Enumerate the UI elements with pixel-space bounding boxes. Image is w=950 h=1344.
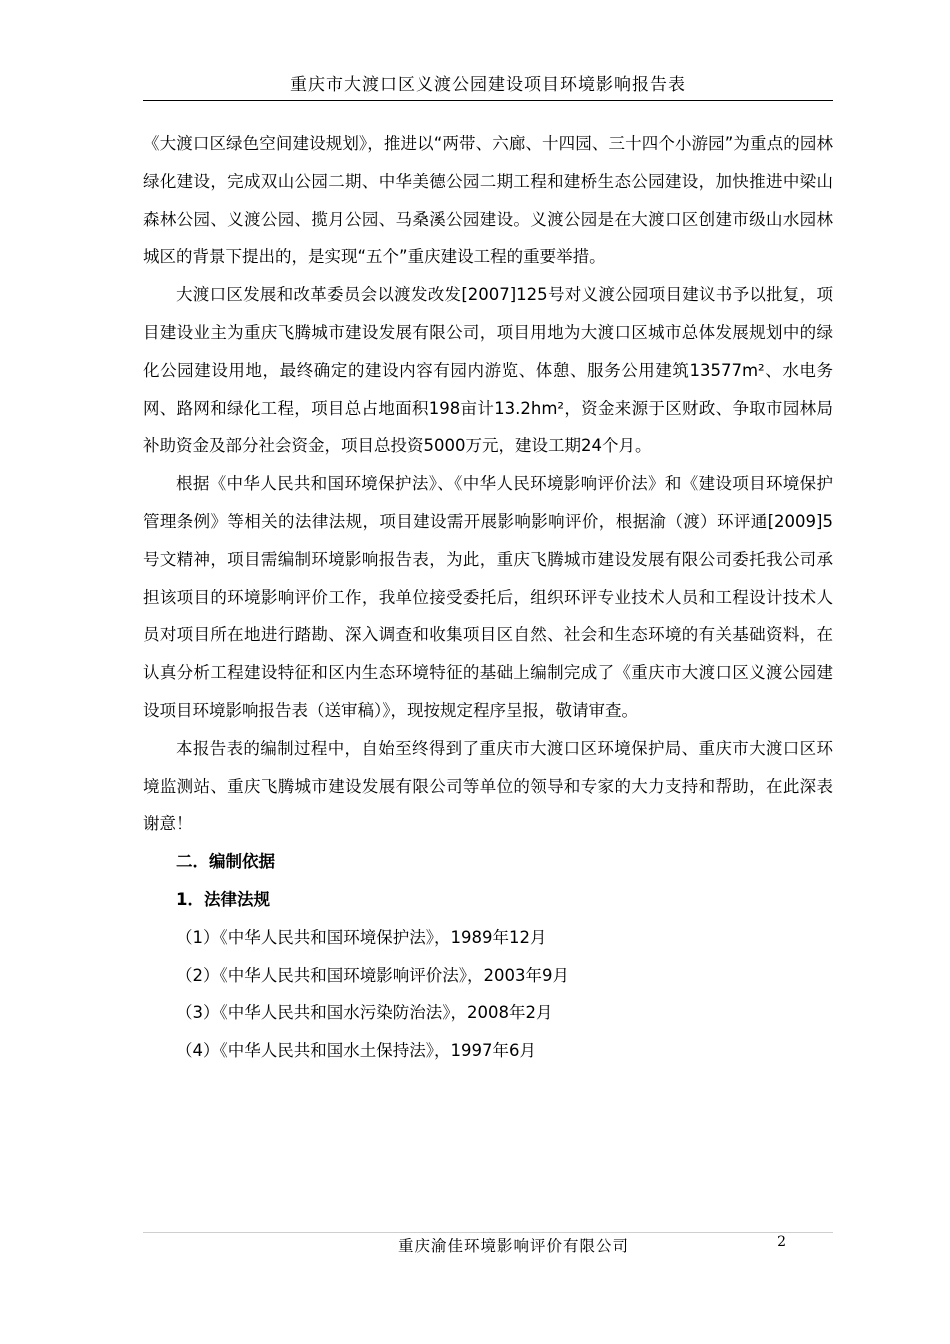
section-heading: 二．编制依据 (176, 852, 275, 872)
page-number: 2 (777, 1234, 787, 1250)
footer-rule (143, 1232, 833, 1233)
law-item-1: （1）《中华人民共和国环境保护法》，1989年12月 (176, 927, 547, 947)
document-body (143, 125, 833, 1070)
page-footer (143, 1234, 833, 1258)
paragraph-4: 本报告表的编制过程中，自始至终得到了重庆市大渡口区环境保护局、重庆市大渡口区环境监测站、重庆飞腾城市建设发展有限公司等单位的领导和专家的大力支持和帮助，在此深表谢意！ (143, 738, 833, 834)
section-subheading: 1．法律法规 (176, 889, 270, 909)
law-item-3: （3）《中华人民共和国水污染防治法》，2008年2月 (176, 1003, 553, 1023)
footer-company: 重庆渝佳环境影响评价有限公司 (398, 1237, 630, 1255)
paragraph-2: 大渡口区发展和改革委员会以渡发改发[2007]125号对义渡公园项目建议书予以批复，项目建设业主为重庆飞腾城市建设发展有限公司，项目用地为大渡口区城市总体发展规划中的绿化公园建设用地，最终确定的建设内容有园内游览、体憩、服务公用建筑13577m²、水电务网、路网和绿化工程，项目总占地面积198亩计13.2hm²，资金来源于区财政、争取市园林局补助资金及部分社会资金，项目总投资5000万元，建设工期24个月。 (143, 285, 833, 456)
paragraph-1: 《大渡口区绿色空间建设规划》，推进以“两带、六廊、十四园、三十四个小游园”为重点的园林绿化建设，完成双山公园二期、中华美德公园二期工程和建桥生态公园建设，加快推进中梁山森林公园、义渡公园、揽月公园、马桑溪公园建设。义渡公园是在大渡口区创建市级山水园林城区的背景下提出的，是实现“五个”重庆建设工程的重要举措。 (143, 134, 833, 267)
page-header-title: 重庆市大渡口区义渡公园建设项目环境影响报告表 (290, 75, 686, 95)
law-item-4: （4）《中华人民共和国水土保持法》，1997年6月 (176, 1041, 536, 1061)
paragraph-3: 根据《中华人民共和国环境保护法》、《中华人民环境影响评价法》和《建设项目环境保护管理条例》等相关的法律法规，项目建设需开展影响影响评价，根据渝（渡）环评通[2009]5号文精神，项目需编制环境影响报告表，为此，重庆飞腾城市建设发展有限公司委托我公司承担该项目的环境影响评价工作，我单位接受委托后，组织环评专业技术人员和工程设计技术人员对项目所在地进行踏勘、深入调查和收集项目区自然、社会和生态环境的有关基础资料，在认真分析工程建设特征和区内生态环境特征的基础上编制完成了《重庆市大渡口区义渡公园建设项目环境影响报告表（送审稿）》，现按规定程序呈报，敬请审查。 (143, 474, 833, 720)
header-rule (143, 100, 833, 101)
law-item-2: （2）《中华人民共和国环境影响评价法》，2003年9月 (176, 965, 569, 985)
